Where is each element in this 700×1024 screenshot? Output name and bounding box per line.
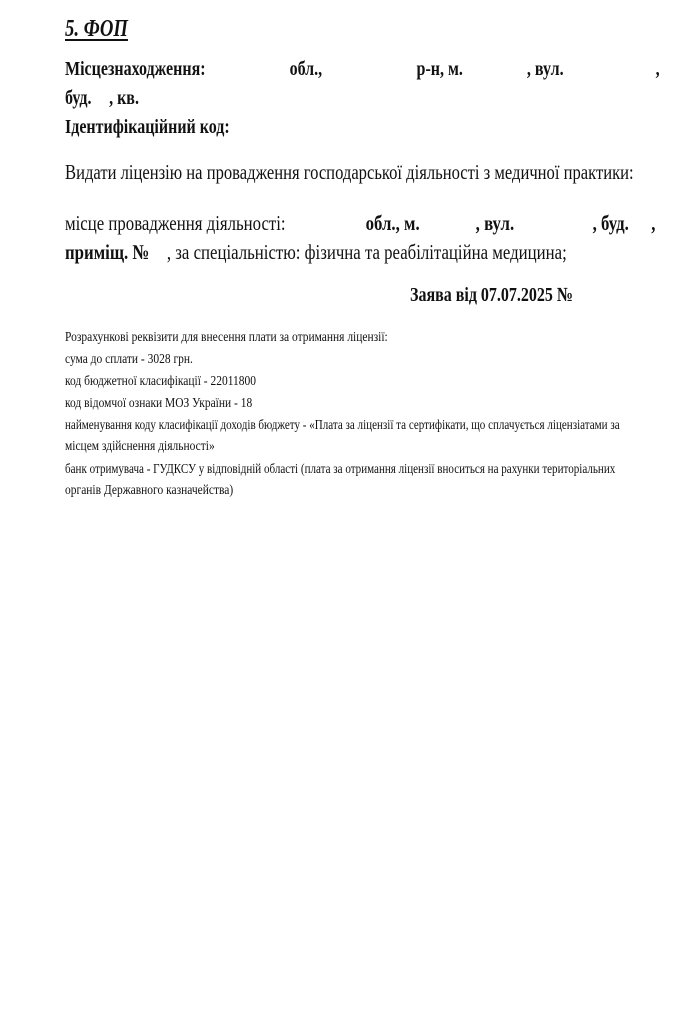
activity-premises: приміщ. № <box>65 240 150 264</box>
activity-specialty: , за спеціальністю: фізична та реабілітаційна медицина; <box>166 240 567 264</box>
activity-oblast: обл., м. <box>365 211 420 235</box>
document-title <box>65 16 386 43</box>
location-street: , вул. <box>526 58 564 80</box>
activity-place-label: місце провадження діяльності: <box>65 211 286 235</box>
recipient-bank-cont: органів Державного казначейства) <box>65 483 234 498</box>
fop-title: 5. ФОП <box>65 16 128 42</box>
application-date: Заява від 07.07.2025 № <box>410 284 573 306</box>
revenue-code-name-cont: місцем здійснення діяльності» <box>65 439 215 454</box>
location-building: буд. <box>65 87 92 109</box>
fee-amount: сума до сплати - 3028 грн. <box>65 352 193 367</box>
location-apartment: , кв. <box>109 87 139 109</box>
revenue-code-name: найменування коду класифікації доходів бюджету - «Плата за ліцензії та сертифікати, що сплачується ліцензіатами за <box>65 418 620 433</box>
department-code: код відомчої ознаки МОЗ України - 18 <box>65 396 253 411</box>
location-label: Місцезнаходження: <box>65 58 206 80</box>
budget-code: код бюджетної класифікації - 22011800 <box>65 374 256 389</box>
activity-comma: , <box>651 211 656 235</box>
specialty-row <box>65 240 692 265</box>
id-code-label: Ідентифікаційний код: <box>65 116 230 138</box>
location-comma: , <box>655 58 660 80</box>
license-request: Видати ліцензію на провадження господарської діяльності з медичної практики: <box>65 160 634 184</box>
fee-details-title: Розрахункові реквізити для внесення плати за отримання ліцензії: <box>65 330 388 345</box>
location-row <box>65 58 700 81</box>
location-rayon: р-н, м. <box>416 58 463 80</box>
activity-place-row <box>65 211 700 236</box>
recipient-bank: банк отримувача - ГУДКСУ у відповідній області (плата за отримання ліцензії вноситься на рахунки територіальних <box>65 462 616 477</box>
activity-building: , буд. <box>592 211 629 235</box>
id-code-row <box>65 116 271 139</box>
building-row <box>65 87 157 110</box>
activity-street: , вул. <box>475 211 515 235</box>
location-oblast: обл., <box>289 58 323 80</box>
